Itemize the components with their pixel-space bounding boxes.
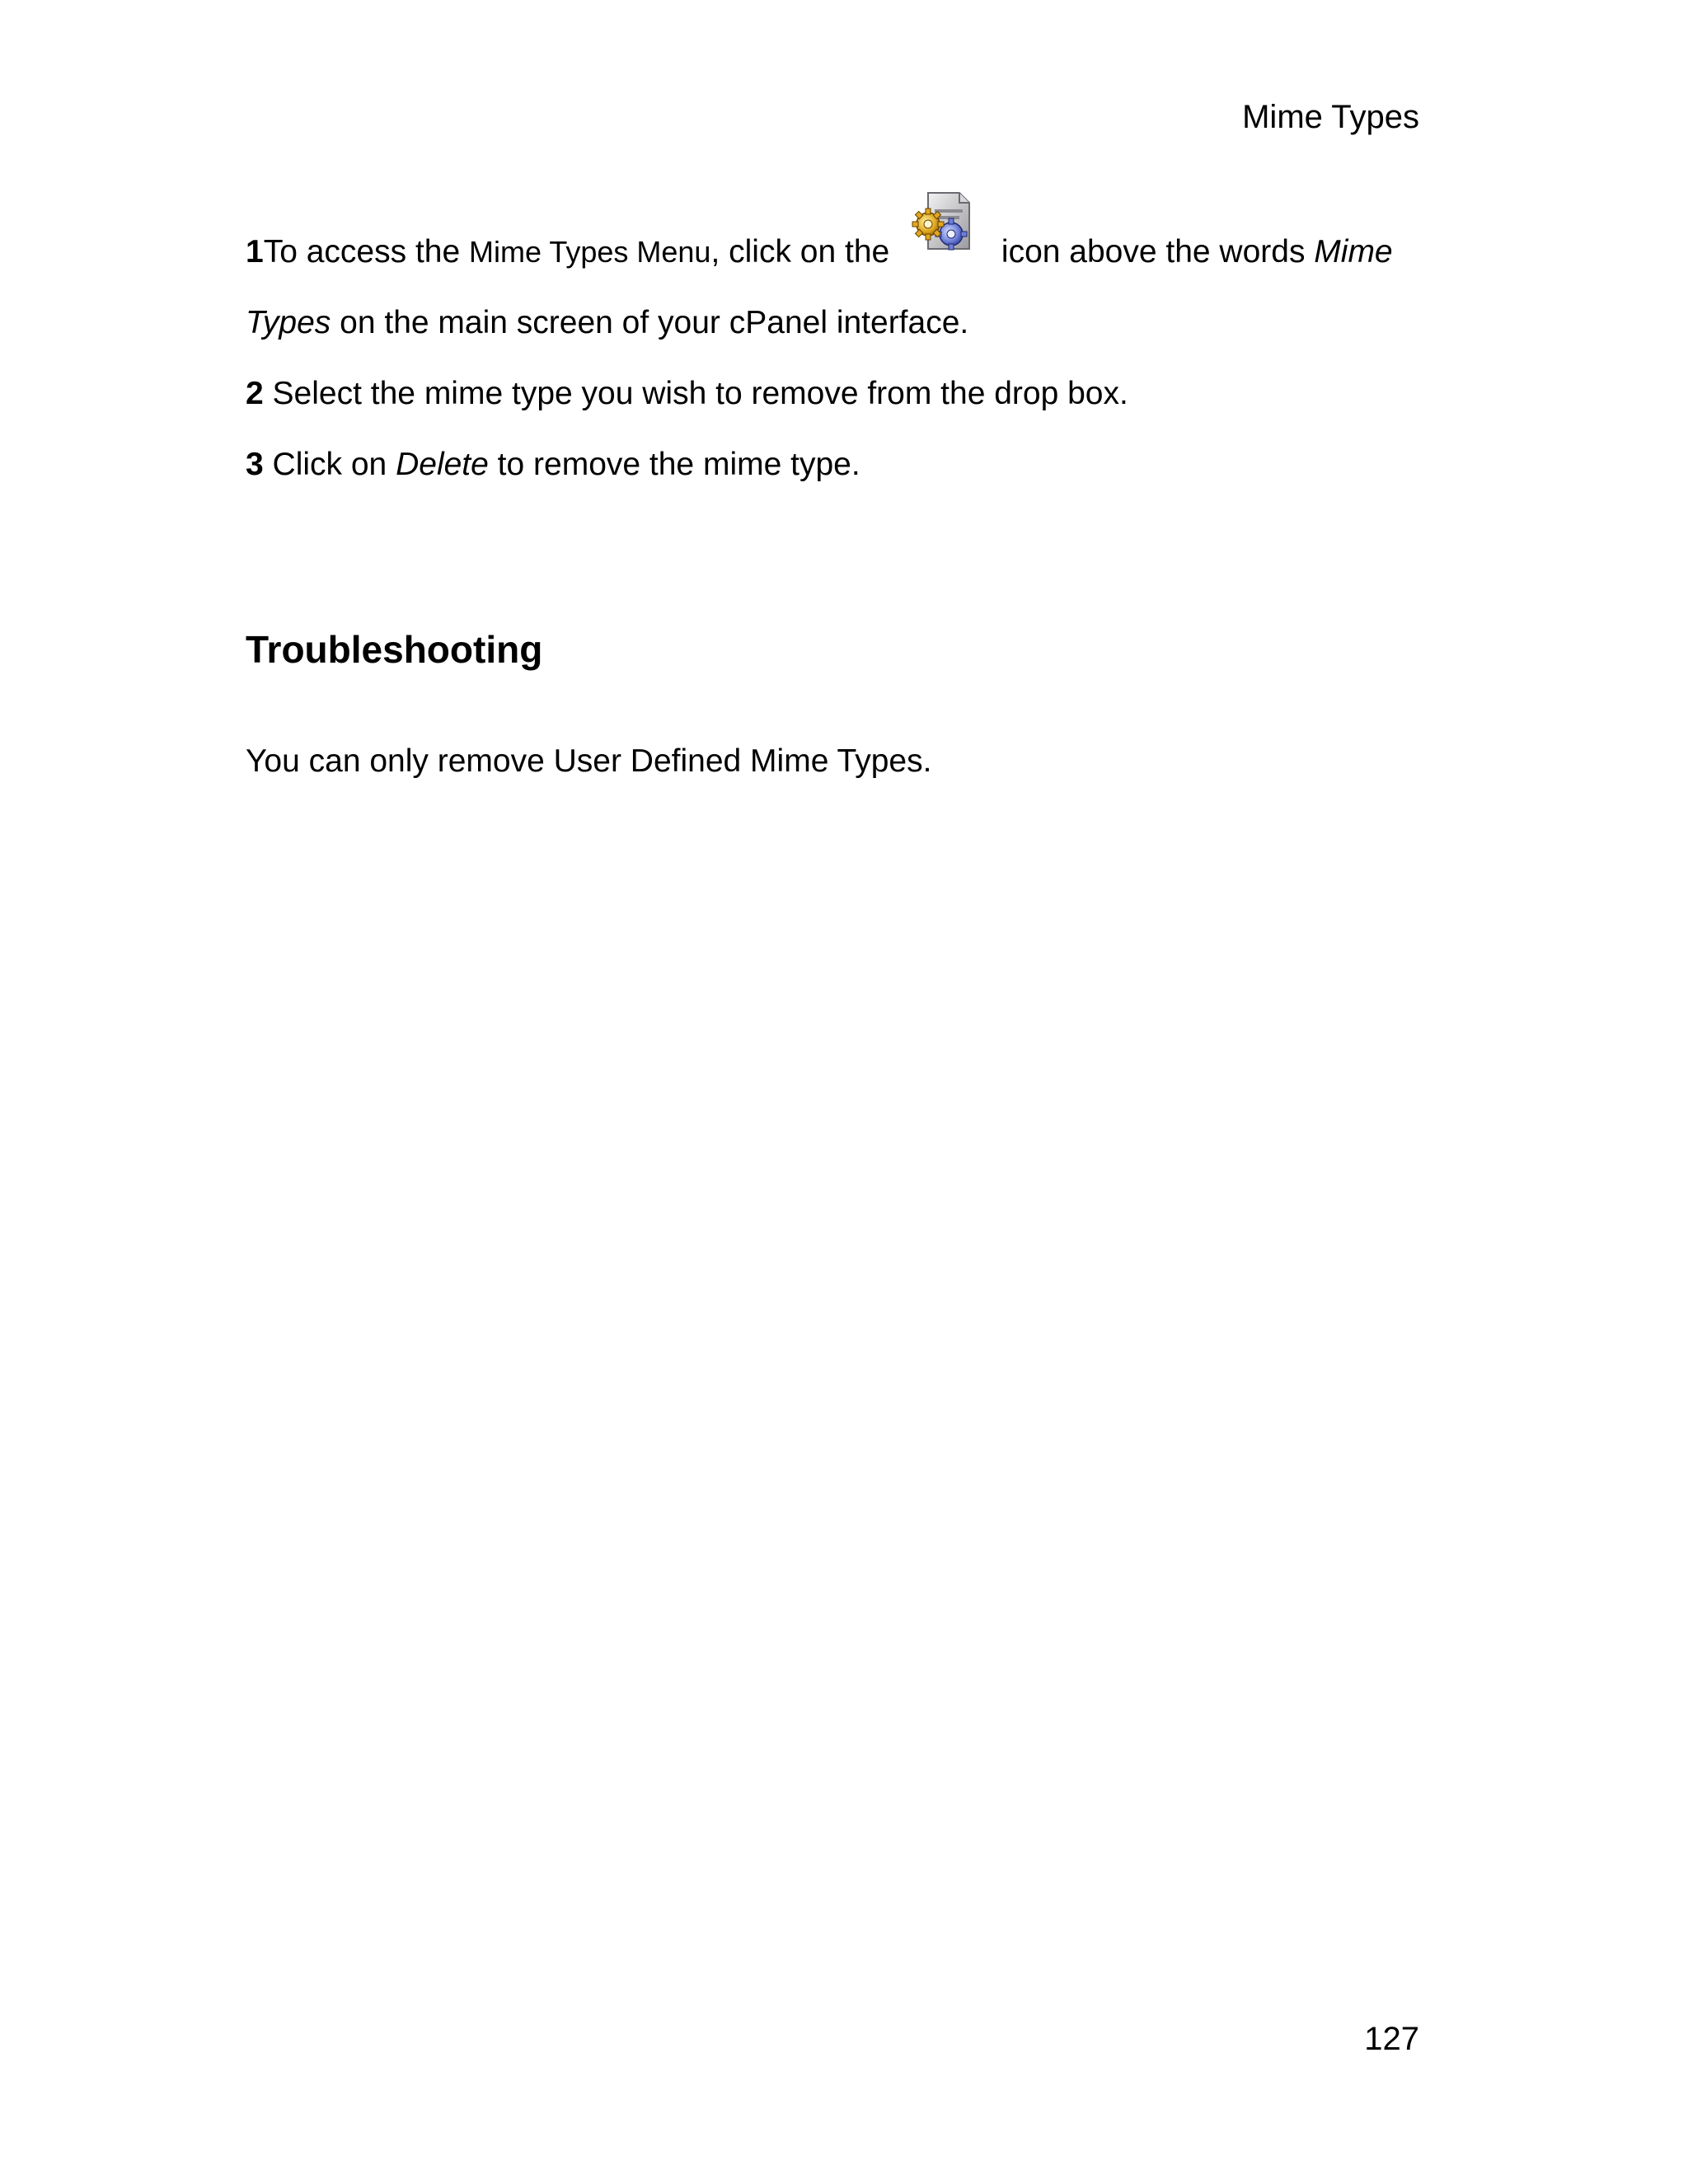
step-number: 1 [246,234,264,269]
emphasis: Mime [1314,234,1393,269]
step-text: icon above the words [992,234,1315,269]
step-text: Click on [263,447,396,482]
mime-types-gear-icon [910,206,978,274]
step-text: , click on the [710,234,899,269]
step-text: To access the [263,234,469,269]
menu-name: Mime Types Menu [469,235,711,269]
step-3 [246,429,1424,500]
step-text: on the main screen of your cPanel interface. [331,305,969,340]
step-text: Select the mime type you wish to remove from the drop box. [263,376,1128,411]
step-2 [246,359,1424,429]
step-text: to remove the mime type. [488,447,860,482]
instructions [246,206,1424,500]
section-body: You can only remove User Defined Mime Types. [246,743,932,779]
emphasis: Types [246,305,331,340]
step-number: 2 [246,376,264,411]
page-number: 127 [1364,2021,1419,2057]
running-header: Mime Types [1242,99,1419,135]
step-1 [246,206,1424,288]
section-heading: Troubleshooting [246,628,543,671]
step-1-continued [246,288,1424,359]
step-number: 3 [246,447,264,482]
emphasis: Delete [396,447,489,482]
